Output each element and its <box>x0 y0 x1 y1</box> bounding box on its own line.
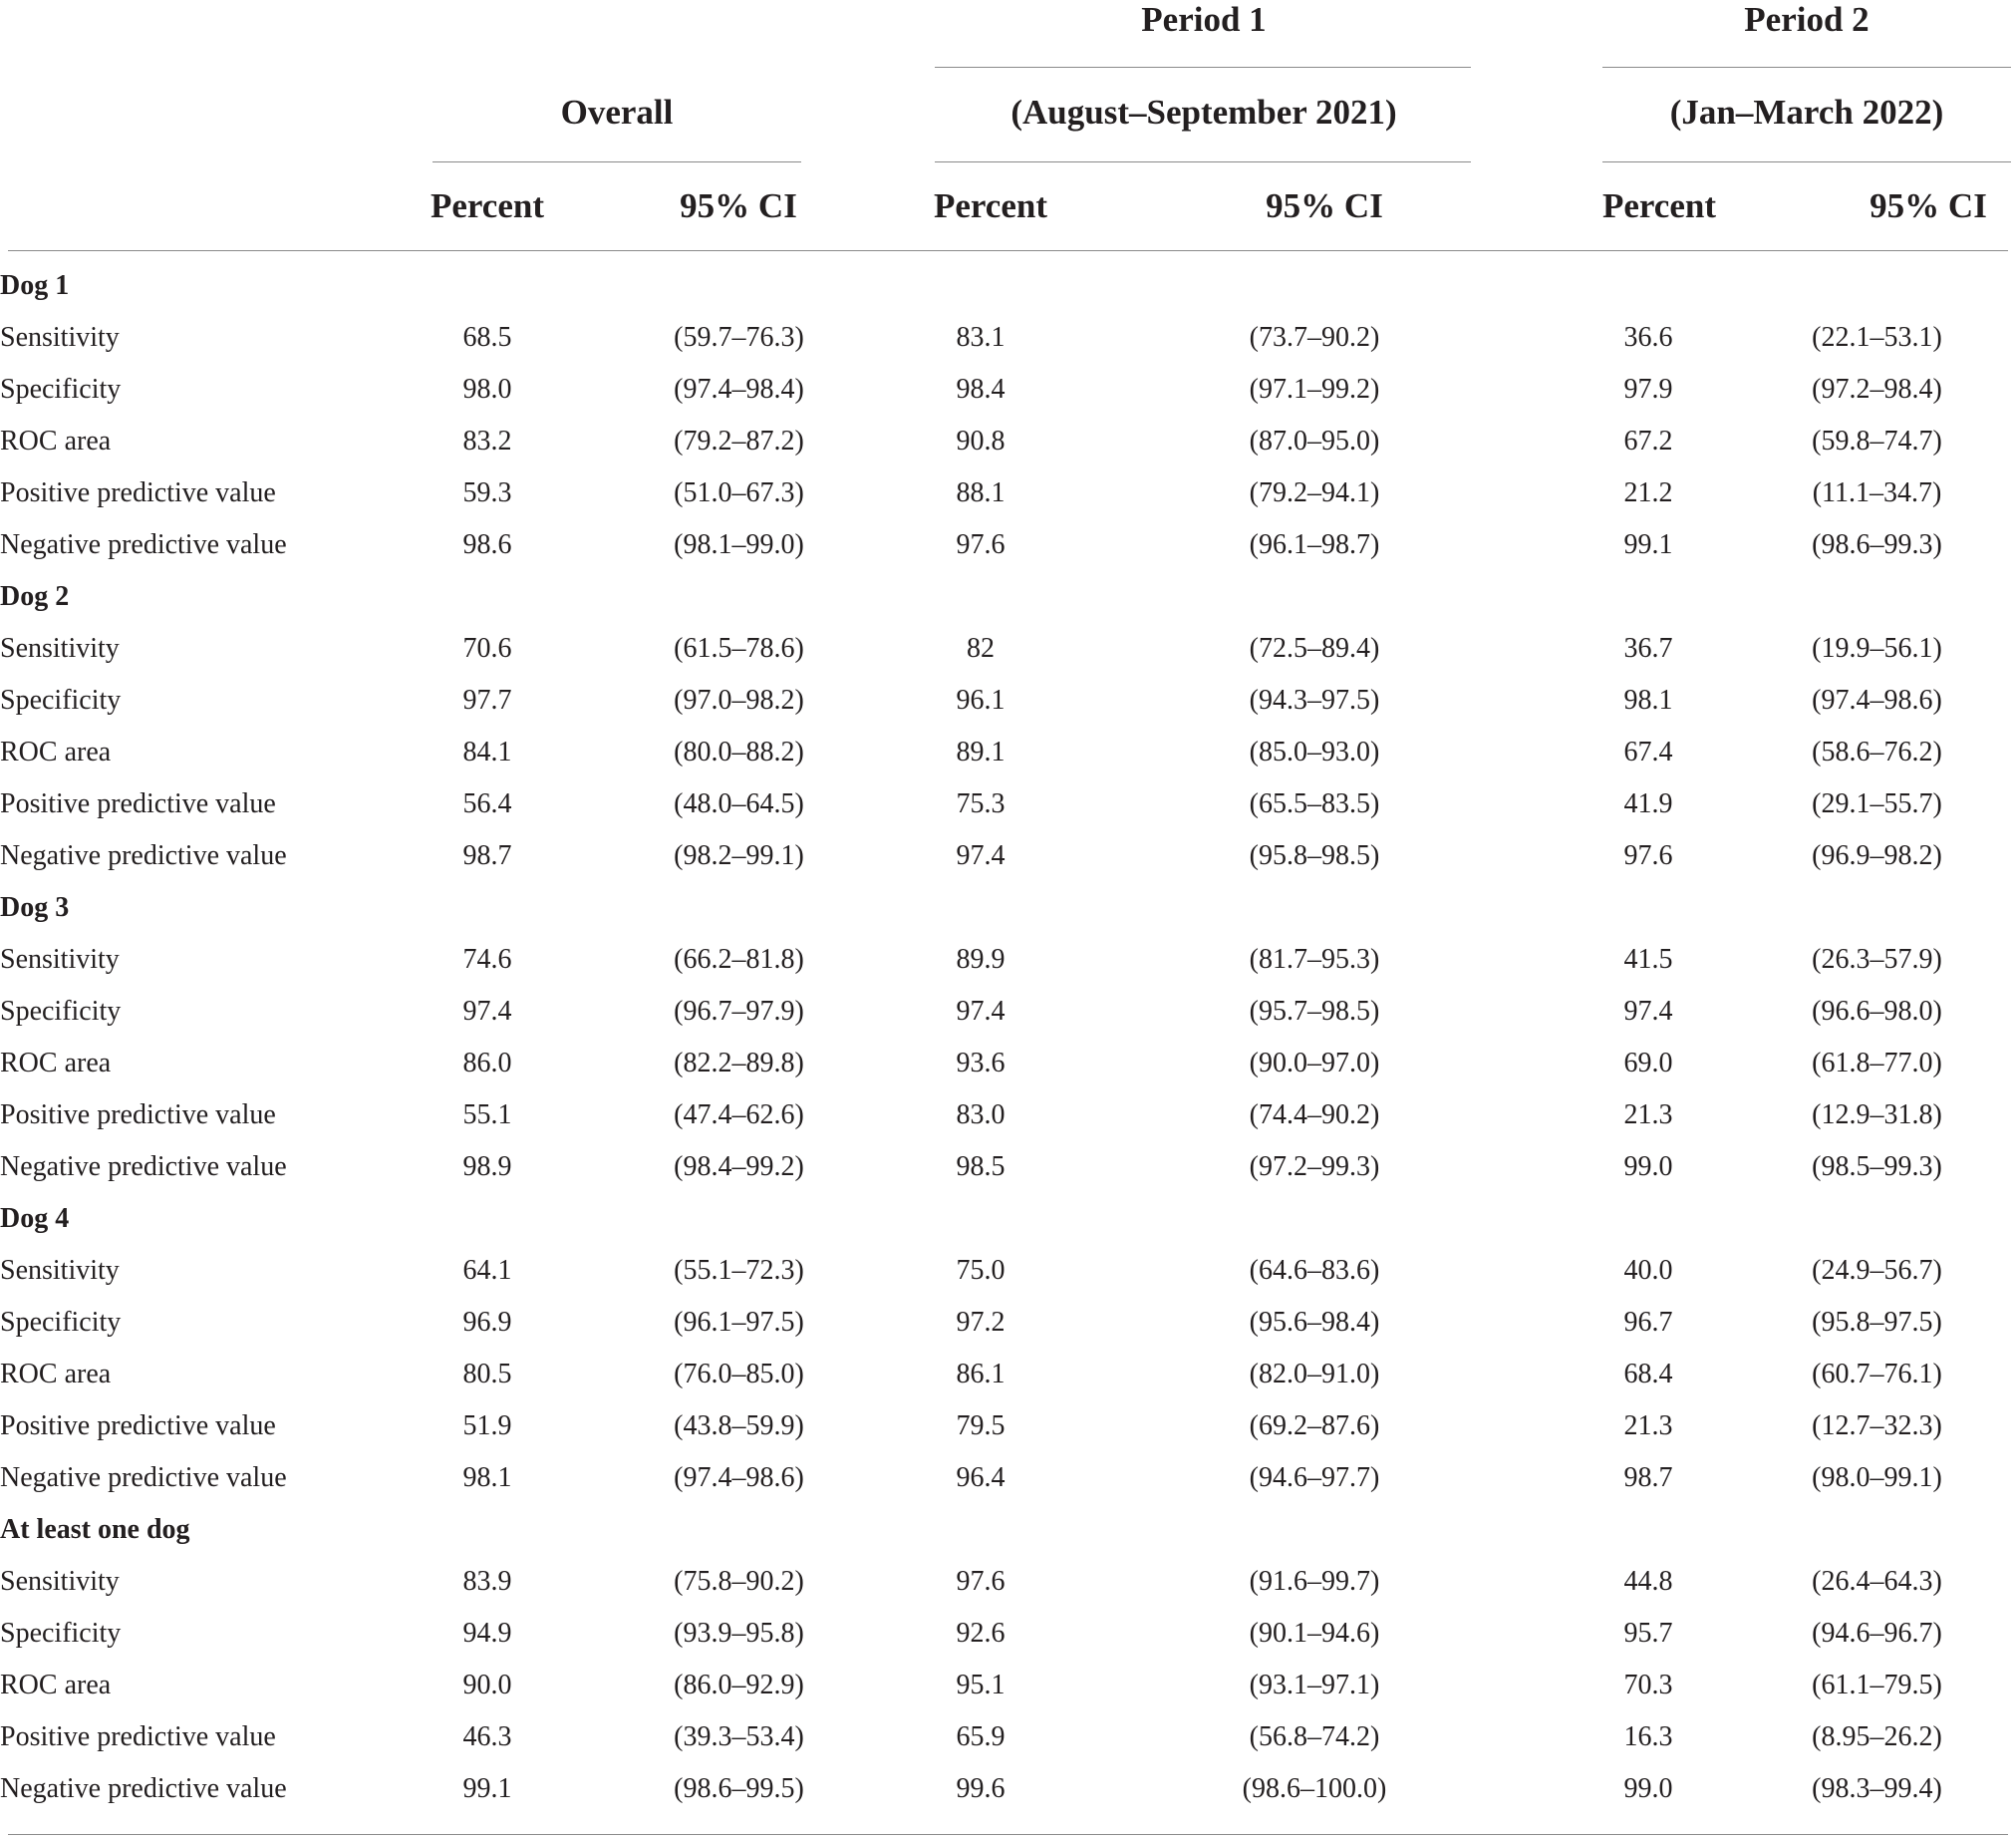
cell-period2-ci: (97.4–98.6) <box>1812 685 1942 716</box>
cell-period2-ci: (58.6–76.2) <box>1812 737 1942 768</box>
table-row <box>0 1141 2016 1193</box>
cell-period2-percent: 67.4 <box>1623 737 1673 768</box>
metric-label: Sensitivity <box>0 1566 120 1597</box>
cell-overall-ci: (43.8–59.9) <box>674 1410 804 1441</box>
cell-period2-ci: (12.9–31.8) <box>1812 1099 1942 1130</box>
header-period1-ci: 95% CI <box>1266 186 1383 225</box>
metric-label: Sensitivity <box>0 944 120 975</box>
metric-label: Negative predictive value <box>0 529 287 560</box>
cell-period2-percent: 99.0 <box>1623 1773 1673 1804</box>
cell-period1-percent: 98.4 <box>956 374 1006 405</box>
cell-overall-percent: 96.9 <box>462 1307 512 1338</box>
cell-overall-ci: (98.1–99.0) <box>674 529 804 560</box>
table-row <box>0 1245 2016 1297</box>
cell-period2-ci: (26.3–57.9) <box>1812 944 1942 975</box>
cell-period1-percent: 83.0 <box>956 1099 1006 1130</box>
cell-period2-ci: (61.8–77.0) <box>1812 1048 1942 1078</box>
header-overall-percent: Percent <box>430 186 544 225</box>
cell-period2-ci: (98.3–99.4) <box>1812 1773 1942 1804</box>
cell-period2-percent: 98.7 <box>1623 1462 1673 1493</box>
cell-overall-percent: 74.6 <box>462 944 512 975</box>
header-rule-period1 <box>935 161 1471 162</box>
cell-period2-ci: (59.8–74.7) <box>1812 426 1942 457</box>
group-label: Dog 4 <box>0 1203 70 1234</box>
table-row <box>0 416 2016 467</box>
cell-period2-ci: (98.5–99.3) <box>1812 1151 1942 1182</box>
table-row <box>0 364 2016 416</box>
header-rule-period1-top <box>935 67 1471 68</box>
header-period2-ci: 95% CI <box>1870 186 1987 225</box>
cell-period1-percent: 98.5 <box>956 1151 1006 1182</box>
cell-period1-ci: (95.8–98.5) <box>1249 840 1380 871</box>
cell-period2-percent: 99.1 <box>1623 529 1673 560</box>
cell-period2-ci: (94.6–96.7) <box>1812 1618 1942 1649</box>
cell-period1-percent: 97.4 <box>956 996 1006 1027</box>
cell-overall-percent: 98.0 <box>462 374 512 405</box>
header-period2: Period 2 <box>1744 0 1870 39</box>
cell-period2-percent: 68.4 <box>1623 1359 1673 1389</box>
metric-label: Positive predictive value <box>0 1721 276 1752</box>
header-rule-period2-top <box>1602 67 2011 68</box>
table-row <box>0 1038 2016 1089</box>
header-period1-percent: Percent <box>933 186 1047 225</box>
cell-overall-ci: (96.7–97.9) <box>674 996 804 1027</box>
cell-overall-percent: 98.6 <box>462 529 512 560</box>
metric-label: Specificity <box>0 1307 122 1338</box>
cell-period2-ci: (19.9–56.1) <box>1812 633 1942 664</box>
cell-overall-ci: (47.4–62.6) <box>674 1099 804 1130</box>
metric-label: Positive predictive value <box>0 788 276 819</box>
cell-overall-percent: 83.2 <box>462 426 512 457</box>
cell-overall-percent: 84.1 <box>462 737 512 768</box>
cell-period2-percent: 40.0 <box>1623 1255 1673 1286</box>
cell-period1-percent: 99.6 <box>956 1773 1006 1804</box>
cell-period1-percent: 75.0 <box>956 1255 1006 1286</box>
header-overall: Overall <box>560 93 674 132</box>
table-row <box>0 1089 2016 1141</box>
cell-period1-ci: (95.6–98.4) <box>1249 1307 1380 1338</box>
cell-overall-percent: 97.7 <box>462 685 512 716</box>
cell-overall-percent: 68.5 <box>462 322 512 353</box>
cell-period2-ci: (96.9–98.2) <box>1812 840 1942 871</box>
cell-period1-percent: 83.1 <box>956 322 1006 353</box>
metric-label: Sensitivity <box>0 322 120 353</box>
cell-overall-percent: 94.9 <box>462 1618 512 1649</box>
table-body <box>0 260 2016 1815</box>
metric-label: Specificity <box>0 1618 122 1649</box>
cell-period1-ci: (90.0–97.0) <box>1249 1048 1380 1078</box>
metric-label: ROC area <box>0 1359 112 1389</box>
header-period2-range: (Jan–March 2022) <box>1669 93 1944 132</box>
table-row <box>0 1660 2016 1711</box>
cell-overall-percent: 56.4 <box>462 788 512 819</box>
header-overall-ci: 95% CI <box>680 186 797 225</box>
table-row <box>0 934 2016 986</box>
cell-overall-percent: 80.5 <box>462 1359 512 1389</box>
cell-period1-percent: 97.6 <box>956 529 1006 560</box>
cell-period2-percent: 97.9 <box>1623 374 1673 405</box>
metric-label: ROC area <box>0 1048 112 1078</box>
table-row <box>0 467 2016 519</box>
cell-period2-percent: 97.4 <box>1623 996 1673 1027</box>
table-row <box>0 1608 2016 1660</box>
metric-label: ROC area <box>0 426 112 457</box>
cell-period1-ci: (98.6–100.0) <box>1242 1773 1387 1804</box>
header-period1: Period 1 <box>1141 0 1267 39</box>
cell-overall-ci: (61.5–78.6) <box>674 633 804 664</box>
metric-label: Positive predictive value <box>0 1099 276 1130</box>
cell-overall-percent: 98.1 <box>462 1462 512 1493</box>
metric-label: Negative predictive value <box>0 1462 287 1493</box>
cell-overall-percent: 55.1 <box>462 1099 512 1130</box>
cell-overall-percent: 64.1 <box>462 1255 512 1286</box>
cell-period1-ci: (79.2–94.1) <box>1249 477 1380 508</box>
header-rule-period2 <box>1602 161 2011 162</box>
cell-overall-ci: (98.2–99.1) <box>674 840 804 871</box>
group-label: Dog 2 <box>0 581 70 612</box>
table-row <box>0 727 2016 778</box>
cell-period1-percent: 97.2 <box>956 1307 1006 1338</box>
header-bottom-rule <box>8 250 2008 251</box>
group-row <box>0 882 2016 934</box>
cell-period2-ci: (26.4–64.3) <box>1812 1566 1942 1597</box>
cell-period1-percent: 79.5 <box>956 1410 1006 1441</box>
cell-period1-percent: 97.4 <box>956 840 1006 871</box>
cell-period1-ci: (90.1–94.6) <box>1249 1618 1380 1649</box>
cell-overall-ci: (51.0–67.3) <box>674 477 804 508</box>
cell-period1-ci: (91.6–99.7) <box>1249 1566 1380 1597</box>
cell-period1-ci: (72.5–89.4) <box>1249 633 1380 664</box>
cell-period2-percent: 36.7 <box>1623 633 1673 664</box>
table-row <box>0 519 2016 571</box>
cell-period2-ci: (22.1–53.1) <box>1812 322 1942 353</box>
metric-label: Negative predictive value <box>0 1773 287 1804</box>
cell-period2-percent: 44.8 <box>1623 1566 1673 1597</box>
metric-label: Negative predictive value <box>0 840 287 871</box>
cell-overall-percent: 86.0 <box>462 1048 512 1078</box>
cell-overall-percent: 83.9 <box>462 1566 512 1597</box>
cell-period2-percent: 97.6 <box>1623 840 1673 871</box>
cell-period2-ci: (96.6–98.0) <box>1812 996 1942 1027</box>
cell-period1-ci: (73.7–90.2) <box>1249 322 1380 353</box>
table-row <box>0 986 2016 1038</box>
cell-period1-percent: 95.1 <box>956 1670 1006 1700</box>
cell-overall-ci: (59.7–76.3) <box>674 322 804 353</box>
cell-period1-ci: (82.0–91.0) <box>1249 1359 1380 1389</box>
table-row <box>0 675 2016 727</box>
cell-period1-ci: (69.2–87.6) <box>1249 1410 1380 1441</box>
cell-period2-ci: (98.6–99.3) <box>1812 529 1942 560</box>
cell-period2-ci: (12.7–32.3) <box>1812 1410 1942 1441</box>
cell-period1-ci: (85.0–93.0) <box>1249 737 1380 768</box>
cell-period1-percent: 96.4 <box>956 1462 1006 1493</box>
cell-period2-ci: (98.0–99.1) <box>1812 1462 1942 1493</box>
table-row <box>0 1763 2016 1815</box>
cell-overall-percent: 59.3 <box>462 477 512 508</box>
group-row <box>0 571 2016 623</box>
cell-overall-ci: (86.0–92.9) <box>674 1670 804 1700</box>
group-row <box>0 260 2016 312</box>
cell-period1-ci: (65.5–83.5) <box>1249 788 1380 819</box>
header-period1-range: (August–September 2021) <box>1010 93 1397 132</box>
cell-period2-percent: 96.7 <box>1623 1307 1673 1338</box>
table-row <box>0 830 2016 882</box>
table-row <box>0 778 2016 830</box>
cell-period2-percent: 70.3 <box>1623 1670 1673 1700</box>
table-row <box>0 623 2016 675</box>
group-label: Dog 1 <box>0 270 70 301</box>
cell-period1-ci: (64.6–83.6) <box>1249 1255 1380 1286</box>
cell-period1-percent: 93.6 <box>956 1048 1006 1078</box>
cell-period2-percent: 21.3 <box>1623 1099 1673 1130</box>
cell-period2-percent: 36.6 <box>1623 322 1673 353</box>
cell-period2-ci: (95.8–97.5) <box>1812 1307 1942 1338</box>
metric-label: Negative predictive value <box>0 1151 287 1182</box>
cell-period1-percent: 89.9 <box>956 944 1006 975</box>
cell-overall-ci: (75.8–90.2) <box>674 1566 804 1597</box>
cell-period1-percent: 89.1 <box>956 737 1006 768</box>
cell-overall-ci: (98.6–99.5) <box>674 1773 804 1804</box>
cell-overall-percent: 46.3 <box>462 1721 512 1752</box>
cell-period1-ci: (94.3–97.5) <box>1249 685 1380 716</box>
table-row <box>0 1297 2016 1349</box>
cell-overall-percent: 70.6 <box>462 633 512 664</box>
cell-overall-ci: (76.0–85.0) <box>674 1359 804 1389</box>
metric-label: Positive predictive value <box>0 477 276 508</box>
cell-overall-ci: (39.3–53.4) <box>674 1721 804 1752</box>
cell-period2-percent: 41.9 <box>1623 788 1673 819</box>
cell-overall-ci: (93.9–95.8) <box>674 1618 804 1649</box>
cell-overall-ci: (98.4–99.2) <box>674 1151 804 1182</box>
table-bottom-rule <box>8 1834 2008 1835</box>
cell-period1-percent: 90.8 <box>956 426 1006 457</box>
table-row <box>0 1711 2016 1763</box>
cell-overall-percent: 98.7 <box>462 840 512 871</box>
cell-overall-ci: (97.4–98.4) <box>674 374 804 405</box>
metric-label: Specificity <box>0 374 122 405</box>
cell-overall-percent: 90.0 <box>462 1670 512 1700</box>
cell-period1-percent: 75.3 <box>956 788 1006 819</box>
cell-period1-percent: 96.1 <box>956 685 1006 716</box>
cell-period2-percent: 95.7 <box>1623 1618 1673 1649</box>
cell-overall-percent: 97.4 <box>462 996 512 1027</box>
metric-label: ROC area <box>0 1670 112 1700</box>
cell-period1-ci: (97.1–99.2) <box>1249 374 1380 405</box>
cell-period2-ci: (11.1–34.7) <box>1812 477 1942 508</box>
cell-overall-ci: (55.1–72.3) <box>674 1255 804 1286</box>
table-row <box>0 1556 2016 1608</box>
cell-period1-ci: (74.4–90.2) <box>1249 1099 1380 1130</box>
cell-period2-percent: 21.3 <box>1623 1410 1673 1441</box>
cell-period1-percent: 88.1 <box>956 477 1006 508</box>
cell-overall-ci: (79.2–87.2) <box>674 426 804 457</box>
cell-overall-percent: 98.9 <box>462 1151 512 1182</box>
cell-overall-ci: (97.0–98.2) <box>674 685 804 716</box>
group-row <box>0 1504 2016 1556</box>
cell-period1-ci: (96.1–98.7) <box>1249 529 1380 560</box>
cell-period1-ci: (93.1–97.1) <box>1249 1670 1380 1700</box>
cell-period1-percent: 97.6 <box>956 1566 1006 1597</box>
group-row <box>0 1193 2016 1245</box>
cell-period2-percent: 98.1 <box>1623 685 1673 716</box>
cell-period2-ci: (97.2–98.4) <box>1812 374 1942 405</box>
cell-overall-percent: 51.9 <box>462 1410 512 1441</box>
cell-period1-percent: 92.6 <box>956 1618 1006 1649</box>
cell-period2-percent: 67.2 <box>1623 426 1673 457</box>
cell-overall-ci: (82.2–89.8) <box>674 1048 804 1078</box>
cell-period1-percent: 86.1 <box>956 1359 1006 1389</box>
cell-period2-percent: 21.2 <box>1623 477 1673 508</box>
cell-period2-ci: (8.95–26.2) <box>1812 1721 1942 1752</box>
cell-overall-ci: (97.4–98.6) <box>674 1462 804 1493</box>
cell-period1-ci: (95.7–98.5) <box>1249 996 1380 1027</box>
metric-label: Sensitivity <box>0 633 120 664</box>
cell-period2-ci: (61.1–79.5) <box>1812 1670 1942 1700</box>
cell-period2-percent: 99.0 <box>1623 1151 1673 1182</box>
group-label: At least one dog <box>0 1514 190 1545</box>
metric-label: Specificity <box>0 996 122 1027</box>
cell-period1-ci: (56.8–74.2) <box>1249 1721 1380 1752</box>
table-row <box>0 1452 2016 1504</box>
cell-overall-ci: (48.0–64.5) <box>674 788 804 819</box>
cell-period1-ci: (94.6–97.7) <box>1249 1462 1380 1493</box>
cell-overall-ci: (66.2–81.8) <box>674 944 804 975</box>
table-row <box>0 1349 2016 1400</box>
metric-label: Positive predictive value <box>0 1410 276 1441</box>
cell-period1-ci: (87.0–95.0) <box>1249 426 1380 457</box>
metric-label: Sensitivity <box>0 1255 120 1286</box>
cell-overall-percent: 99.1 <box>462 1773 512 1804</box>
group-label: Dog 3 <box>0 892 70 923</box>
cell-period1-percent: 65.9 <box>956 1721 1006 1752</box>
metric-label: Specificity <box>0 685 122 716</box>
cell-period2-ci: (29.1–55.7) <box>1812 788 1942 819</box>
cell-period2-percent: 16.3 <box>1623 1721 1673 1752</box>
cell-period1-ci: (97.2–99.3) <box>1249 1151 1380 1182</box>
header-period2-percent: Percent <box>1601 186 1716 225</box>
table-row <box>0 312 2016 364</box>
cell-period1-ci: (81.7–95.3) <box>1249 944 1380 975</box>
cell-period2-percent: 69.0 <box>1623 1048 1673 1078</box>
cell-period2-percent: 41.5 <box>1623 944 1673 975</box>
cell-period2-ci: (60.7–76.1) <box>1812 1359 1942 1389</box>
cell-overall-ci: (96.1–97.5) <box>674 1307 804 1338</box>
cell-overall-ci: (80.0–88.2) <box>674 737 804 768</box>
cell-period2-ci: (24.9–56.7) <box>1812 1255 1942 1286</box>
cell-period1-percent: 82 <box>967 633 995 664</box>
header-rule-overall <box>432 161 801 162</box>
table-row <box>0 1400 2016 1452</box>
metric-label: ROC area <box>0 737 112 768</box>
